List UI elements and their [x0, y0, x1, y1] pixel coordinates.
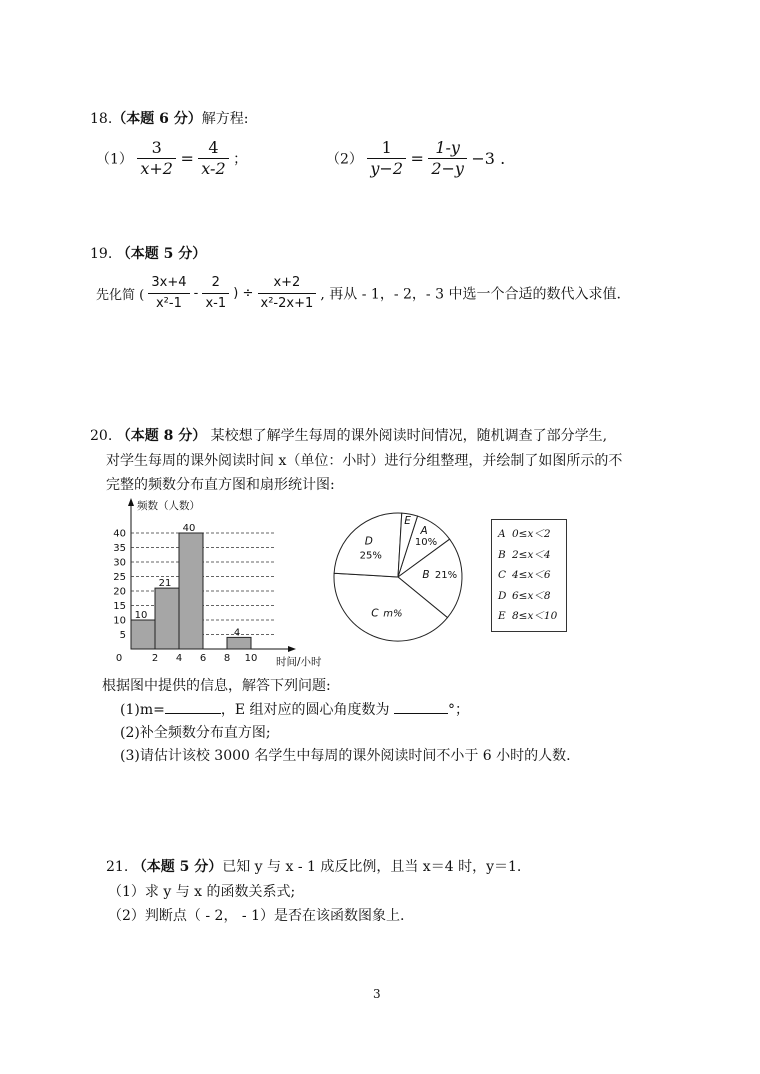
q19-division: ) ÷	[233, 286, 254, 301]
q21-points: （本题 5 分）	[132, 859, 223, 875]
q18-part1	[96, 138, 247, 179]
fraction-numerator: 1	[367, 138, 406, 159]
x-axis-label: 时间/小时	[276, 656, 322, 668]
group-range-row	[492, 586, 566, 607]
q19-expression	[96, 273, 621, 314]
histogram-bar	[179, 533, 203, 649]
fraction-denominator: x²-2x+1	[260, 296, 314, 311]
q19-points: （本题 5 分）	[116, 246, 207, 262]
histogram-bar	[227, 637, 251, 649]
q19-lead-text: 先化简 (	[96, 288, 145, 303]
q20-sub2: (2)补全频数分布直方图;	[120, 725, 271, 741]
group-letter: C	[498, 569, 507, 581]
pie-slice-label: E	[404, 514, 411, 527]
q18-part1-label: （1）	[96, 151, 133, 168]
q18-eq2-end: −3 .	[471, 149, 506, 168]
fraction-denominator: 2−y	[431, 159, 464, 178]
x-tick-label: 8	[223, 653, 231, 664]
q18-header	[90, 108, 248, 128]
group-letter: D	[498, 589, 507, 602]
group-range-row	[492, 565, 566, 586]
q20-sub1	[120, 699, 469, 719]
q21-statement: 已知 y 与 x - 1 成反比例，且当 x＝4 时，y＝1.	[222, 859, 522, 875]
q18-eq1-end: ；	[233, 151, 248, 168]
q19-fraction-1	[148, 273, 189, 314]
fraction-denominator: x-2	[201, 159, 226, 178]
pie-slice-label: A	[420, 525, 428, 538]
fraction-numerator: 3	[137, 138, 176, 159]
equals-sign: =	[410, 149, 424, 168]
group-letter: A	[498, 528, 506, 540]
pie-slice-label: D	[364, 535, 373, 548]
group-range: 4≤x＜6	[512, 569, 551, 581]
q18-instruction: 解方程:	[201, 111, 249, 127]
x-axis-arrow-icon	[288, 646, 296, 652]
q20-sub1-angle-text: ，E 组对应的圆心角度数为	[220, 702, 390, 718]
pie-slice-percent: 25%	[359, 550, 382, 562]
q20-points: （本题 8 分）	[116, 428, 207, 444]
q20-prompt: 根据图中提供的信息，解答下列问题:	[102, 678, 331, 694]
group-letter: E	[498, 610, 506, 622]
m-answer-blank[interactable]	[165, 699, 221, 714]
q18-number: 18.	[90, 111, 113, 127]
y-tick-label: 35	[113, 543, 126, 554]
fraction-denominator: y−2	[370, 159, 403, 178]
q18-part2	[326, 138, 505, 179]
bar-value-label: 10	[134, 610, 148, 621]
group-letter: B	[498, 548, 506, 561]
q18-part2-label: （2）	[326, 151, 363, 168]
q20-sub3: (3)请估计该校 3000 名学生中每周的课外阅读时间不小于 6 小时的人数.	[120, 748, 571, 764]
q18-eq1-right-fraction	[198, 138, 228, 179]
x-tick-label: 4	[175, 653, 183, 664]
group-range-row	[492, 606, 566, 627]
x-tick-label: 2	[151, 653, 159, 664]
angle-answer-blank[interactable]	[394, 699, 448, 714]
group-range-table	[491, 519, 567, 632]
fraction-numerator: 2	[202, 273, 229, 294]
group-range-row	[492, 545, 566, 566]
bar-value-label: 40	[182, 523, 196, 534]
pie-slice-label: C	[371, 607, 379, 620]
q20-sub1-end: °；	[447, 702, 469, 718]
pie-slice-percent: 10%	[414, 537, 438, 549]
y-tick-label: 40	[113, 528, 126, 540]
x-tick-label: 6	[199, 653, 207, 664]
y-tick-label: 25	[113, 572, 126, 583]
q20-sub1-m-label: (1)m=	[120, 702, 165, 718]
q19-header	[90, 243, 206, 263]
y-tick-label: 15	[113, 601, 126, 612]
q19-number: 19.	[90, 246, 113, 262]
histogram-chart	[104, 492, 336, 672]
bar-value-label: 4	[233, 627, 241, 639]
x-tick-label: 10	[244, 653, 258, 664]
q18-points: （本题 6 分）	[112, 111, 202, 127]
page-number: 3	[373, 987, 381, 1001]
q19-tail-text: , 再从 - 1，- 2，- 3 中选一个合适的数代入求值.	[320, 286, 621, 303]
q20-number: 20.	[90, 428, 113, 444]
q19-fraction-2	[202, 273, 229, 314]
fraction-denominator: x-1	[205, 296, 227, 311]
pie-slice-percent: 21%	[434, 569, 458, 581]
pie-slice-label: B	[422, 568, 430, 581]
group-range: 2≤x＜4	[512, 548, 551, 561]
fraction-denominator: x²-1	[155, 296, 182, 311]
q20-text-line1: 某校想了解学生每周的课外阅读时间情况，随机调查了部分学生,	[210, 428, 608, 444]
group-range-row	[492, 524, 566, 545]
q21-header	[106, 856, 521, 876]
pie-slice-percent: m%	[383, 608, 403, 620]
group-range: 0≤x＜2	[512, 528, 551, 540]
y-axis-arrow-icon	[128, 498, 134, 506]
q18-eq2-right-fraction	[428, 138, 467, 179]
y-axis-label: 频数（人数）	[137, 500, 200, 512]
fraction-numerator: 3x+4	[148, 273, 189, 294]
fraction-denominator: x+2	[140, 159, 173, 178]
q21-sub1: （1）求 y 与 x 的函数关系式;	[108, 884, 296, 900]
y-tick-label: 10	[113, 615, 126, 627]
bar-value-label: 21	[158, 578, 172, 590]
minus-sign: -	[193, 286, 199, 301]
q21-sub2: （2）判断点（ - 2， - 1）是否在该函数图象上.	[108, 908, 405, 924]
q21-number: 21.	[106, 859, 129, 875]
q18-eq1-left-fraction	[137, 138, 176, 179]
fraction-numerator: 4	[198, 138, 228, 159]
histogram-bar	[131, 620, 155, 649]
fraction-numerator: x+2	[258, 273, 317, 294]
equals-sign: =	[180, 149, 194, 168]
q20-text-line2: 对学生每周的课外阅读时间 x（单位：小时）进行分组整理，并绘制了如图所示的不	[106, 453, 623, 469]
y-tick-label: 20	[113, 586, 126, 598]
pie-chart	[330, 512, 470, 642]
group-range: 8≤x＜10	[512, 610, 558, 622]
y-tick-label: 30	[113, 557, 126, 569]
histogram-bar	[155, 588, 179, 649]
q18-eq2-left-fraction	[367, 138, 406, 179]
fraction-numerator: 1-y	[428, 138, 467, 159]
group-range: 6≤x＜8	[512, 589, 551, 602]
q20-text-line3: 完整的频数分布直方图和扇形统计图:	[106, 477, 335, 493]
y-tick-label: 5	[119, 630, 126, 641]
x-tick-label: 0	[115, 653, 123, 664]
q19-fraction-3	[258, 273, 317, 314]
q20-line1	[90, 425, 607, 445]
